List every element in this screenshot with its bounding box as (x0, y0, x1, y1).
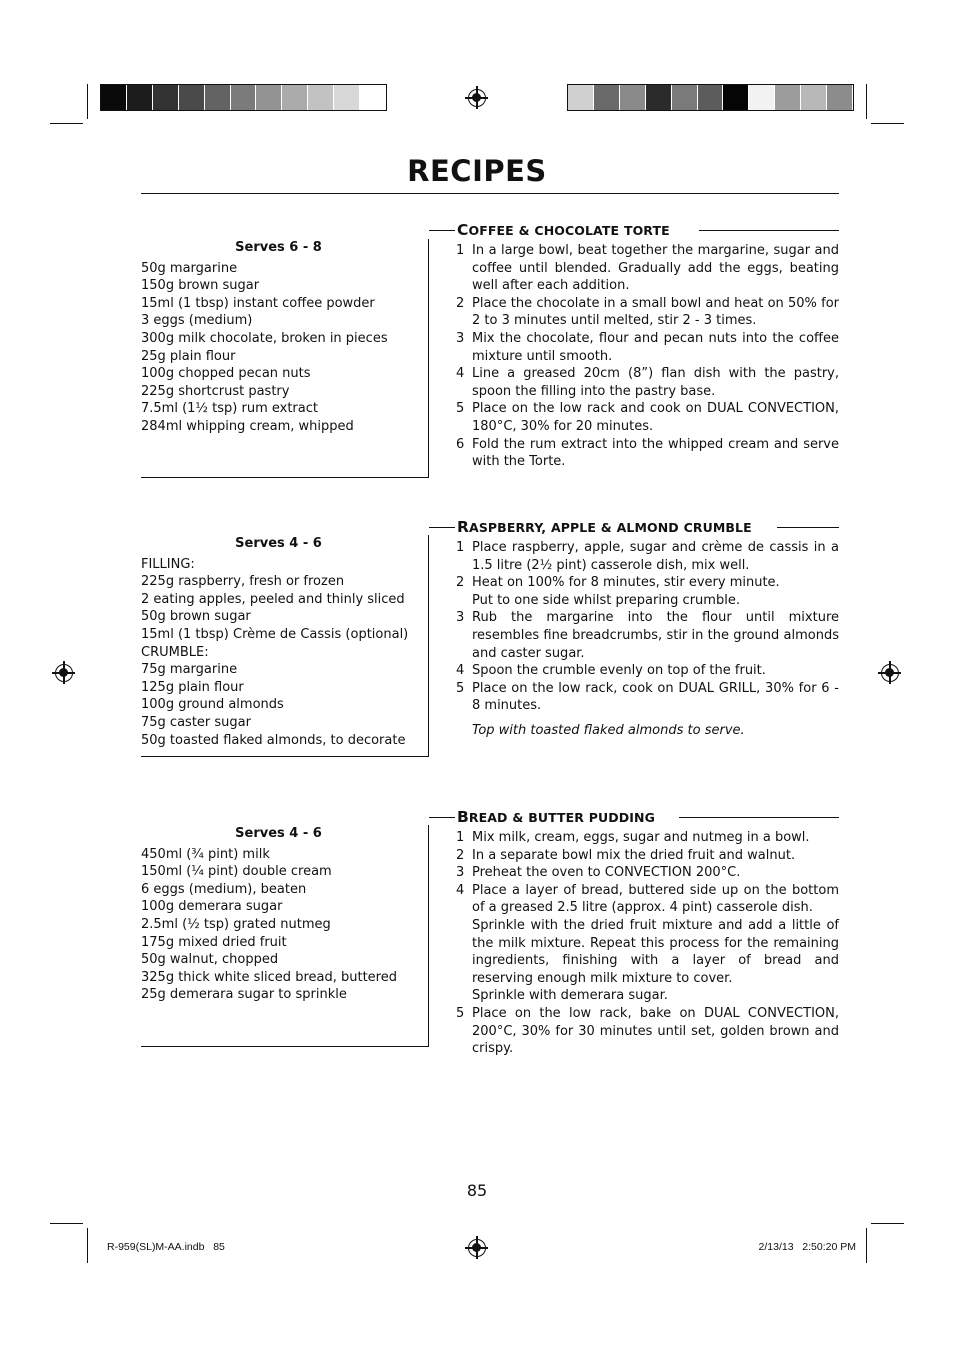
ingredient-item: 15ml (1 tbsp) Crème de Cassis (optional) (141, 626, 409, 642)
method-steps (456, 242, 839, 471)
step-text: Line a greased 20cm (8”) flan dish with the pastry, spoon the filling into the pastry base. (472, 366, 839, 399)
color-swatch (256, 85, 282, 110)
title-rule (141, 193, 839, 194)
recipe-title: COFFEE & CHOCOLATE TORTE (457, 221, 676, 239)
crop-mark (50, 123, 83, 124)
ingredient-item: 325g thick white sliced bread, buttered (141, 969, 397, 985)
color-calibration-bar-right (567, 84, 854, 111)
recipe-title: BREAD & BUTTER PUDDING (457, 808, 661, 826)
step-text: Place on the low rack, cook on DUAL GRILL, 30% for 6 - 8 minutes. (472, 680, 839, 714)
method-steps (456, 539, 839, 740)
step-text: Place raspberry, apple, sugar and crème de cassis in a 1.5 litre (2½ pint) casserole dish, mix well. (472, 540, 839, 573)
step-number: 3 (456, 330, 465, 346)
color-swatch (594, 85, 620, 110)
step-text: Preheat the oven to CONVECTION 200°C. (472, 865, 741, 881)
ingredient-item: 225g shortcrust pastry (141, 383, 290, 399)
step-number: 4 (456, 663, 465, 679)
method-step (456, 1005, 839, 1058)
color-swatch (698, 85, 724, 110)
step-number: 2 (456, 295, 465, 311)
method-steps (456, 829, 839, 1058)
step-number: 3 (456, 865, 465, 881)
method-step (456, 864, 839, 882)
method-step (456, 330, 839, 365)
step-text: Rub the margarine into the flour until mixture resembles fine breadcrumbs, stir in the ground almonds and caster sugar. (472, 610, 839, 661)
step-text: Fold the rum extract into the whipped cream and serve with the Torte. (472, 436, 839, 470)
method-step (456, 882, 839, 1005)
ingredient-item: 100g chopped pecan nuts (141, 366, 311, 382)
registration-mark-icon (468, 89, 486, 107)
color-swatch (179, 85, 205, 110)
color-swatch (101, 85, 127, 110)
step-number: 5 (456, 680, 465, 696)
ingredient-item: 175g mixed dried fruit (141, 934, 287, 950)
step-number: 2 (456, 575, 465, 591)
step-text: Place the chocolate in a small bowl and heat on 50% for 2 to 3 minutes until melted, stir 2 - 3 times. (472, 295, 839, 329)
ingredient-item: 100g demerara sugar (141, 899, 283, 915)
step-number: 1 (456, 830, 465, 845)
crop-mark (871, 1223, 904, 1224)
ingredient-item: 25g demerara sugar to sprinkle (141, 987, 347, 1003)
serving-note: Top with toasted flaked almonds to serve. (472, 722, 745, 738)
ingredient-item: 50g walnut, chopped (141, 952, 279, 968)
crop-mark (871, 123, 904, 124)
step-text: Heat on 100% for 8 minutes, stir every minute. Put to one side whilst preparing crumble. (472, 575, 780, 608)
recipe-heading (429, 518, 839, 538)
ingredient-item: 300g milk chocolate, broken in pieces (141, 330, 388, 346)
serves-label: Serves 4 - 6 (235, 826, 322, 841)
step-number: 5 (456, 401, 465, 417)
color-swatch (672, 85, 698, 110)
ingredients-box (141, 825, 429, 1047)
step-text: Place on the low rack and cook on DUAL CONVECTION, 180°C, 30% for 20 minutes. (472, 401, 839, 434)
method-step (456, 829, 839, 847)
step-number: 4 (456, 882, 465, 898)
step-text: In a large bowl, beat together the margarine, sugar and coffee until blended. Gradually add the eggs, beating well after each addition. (472, 243, 839, 294)
ingredient-item: 100g ground almonds (141, 697, 284, 713)
recipe-title: RASPBERRY, APPLE & ALMOND CRUMBLE (457, 518, 758, 536)
serves-label: Serves 4 - 6 (235, 536, 322, 551)
ingredient-item: 3 eggs (medium) (141, 313, 253, 329)
method-step (456, 609, 839, 662)
color-swatch (775, 85, 801, 110)
method-step (456, 680, 839, 715)
ingredient-item: 7.5ml (1½ tsp) rum extract (141, 401, 318, 417)
color-swatch (127, 85, 153, 110)
step-text: Spoon the crumble evenly on top of the fruit. (472, 663, 766, 679)
step-text: Mix the chocolate, flour and pecan nuts into the coffee mixture until smooth. (472, 330, 839, 364)
ingredients-list (141, 846, 428, 1004)
step-number: 1 (456, 243, 465, 258)
step-number: 5 (456, 1005, 465, 1021)
method-step (456, 365, 839, 400)
recipe-heading (429, 221, 839, 241)
color-swatch (360, 85, 386, 110)
ingredient-item: 50g brown sugar (141, 609, 251, 625)
ingredient-item: 6 eggs (medium), beaten (141, 881, 307, 897)
method-step (456, 295, 839, 330)
color-swatch (801, 85, 827, 110)
step-text: Place on the low rack, bake on DUAL CONVECTION, 200°C, 30% for 30 minutes until set, golden brown and crispy. (472, 1005, 839, 1057)
color-swatch (568, 85, 594, 110)
recipe-heading (429, 808, 839, 828)
crop-mark (87, 84, 88, 119)
page-number: 85 (466, 1181, 488, 1200)
ingredient-item: 25g plain flour (141, 348, 236, 364)
crop-mark (50, 1223, 83, 1224)
color-swatch (723, 85, 749, 110)
ingredients-list (141, 260, 428, 436)
ingredient-item: 2.5ml (½ tsp) grated nutmeg (141, 916, 331, 932)
step-text: Place a layer of bread, buttered side up on the bottom of a greased 2.5 litre (approx. 4 pint) casserole dish. Sprinkle with the dried fruit mixture and add a little of the milk mixture. Repeat this process for the remaining ingredients, finishing with a layer of bread and reserving enough milk mixture to cover. Sprinkle with demerara sugar. (472, 882, 839, 1004)
ingredient-item: CRUMBLE: (141, 644, 209, 660)
color-swatch (827, 85, 853, 110)
page-title: RECIPES (407, 154, 547, 188)
ingredient-item: 50g toasted flaked almonds, to decorate (141, 732, 406, 748)
method-step (456, 539, 839, 574)
crop-mark (866, 84, 867, 119)
color-swatch (646, 85, 672, 110)
ingredient-item: 15ml (1 tbsp) instant coffee powder (141, 295, 375, 311)
color-swatch (282, 85, 308, 110)
color-swatch (231, 85, 257, 110)
method-step (456, 242, 839, 295)
ingredient-item: 2 eating apples, peeled and thinly sliced (141, 591, 405, 607)
ingredient-item: 50g margarine (141, 260, 238, 276)
method-step (456, 574, 839, 609)
step-number: 1 (456, 540, 465, 555)
ingredient-item: 450ml (¾ pint) milk (141, 846, 270, 862)
ingredient-item: FILLING: (141, 556, 195, 572)
step-text: In a separate bowl mix the dried fruit and walnut. (472, 847, 796, 863)
serves-label: Serves 6 - 8 (235, 240, 322, 255)
method-step (456, 847, 839, 865)
method-step (456, 662, 839, 680)
ingredients-list (141, 556, 428, 750)
ingredient-item: 75g caster sugar (141, 714, 251, 730)
ingredient-item: 75g margarine (141, 662, 238, 678)
color-swatch (749, 85, 775, 110)
footer-timestamp: 2/13/13 2:50:20 PM (758, 1241, 856, 1253)
step-number: 2 (456, 847, 465, 863)
ingredient-item: 284ml whipping cream, whipped (141, 418, 354, 434)
ingredient-item: 150ml (¼ pint) double cream (141, 864, 332, 880)
color-swatch (620, 85, 646, 110)
footer-file-info: R-959(SL)M-AA.indb 85 (107, 1241, 225, 1253)
step-text: Mix milk, cream, eggs, sugar and nutmeg in a bowl. (472, 830, 810, 845)
method-step (456, 400, 839, 435)
color-swatch (334, 85, 360, 110)
color-swatch (153, 85, 179, 110)
color-calibration-bar-left (100, 84, 387, 111)
ingredient-item: 150g brown sugar (141, 278, 260, 294)
ingredients-box (141, 239, 429, 478)
step-number: 4 (456, 366, 465, 382)
ingredient-item: 125g plain flour (141, 679, 244, 695)
registration-mark-icon (55, 664, 73, 682)
ingredients-box (141, 535, 429, 757)
step-number: 6 (456, 436, 465, 452)
color-swatch (308, 85, 334, 110)
step-number: 3 (456, 610, 465, 626)
registration-mark-icon (881, 664, 899, 682)
method-step (456, 436, 839, 471)
crop-mark (87, 1228, 88, 1263)
crop-mark (866, 1228, 867, 1263)
ingredient-item: 225g raspberry, fresh or frozen (141, 574, 345, 590)
registration-mark-icon (468, 1239, 486, 1257)
color-swatch (205, 85, 231, 110)
